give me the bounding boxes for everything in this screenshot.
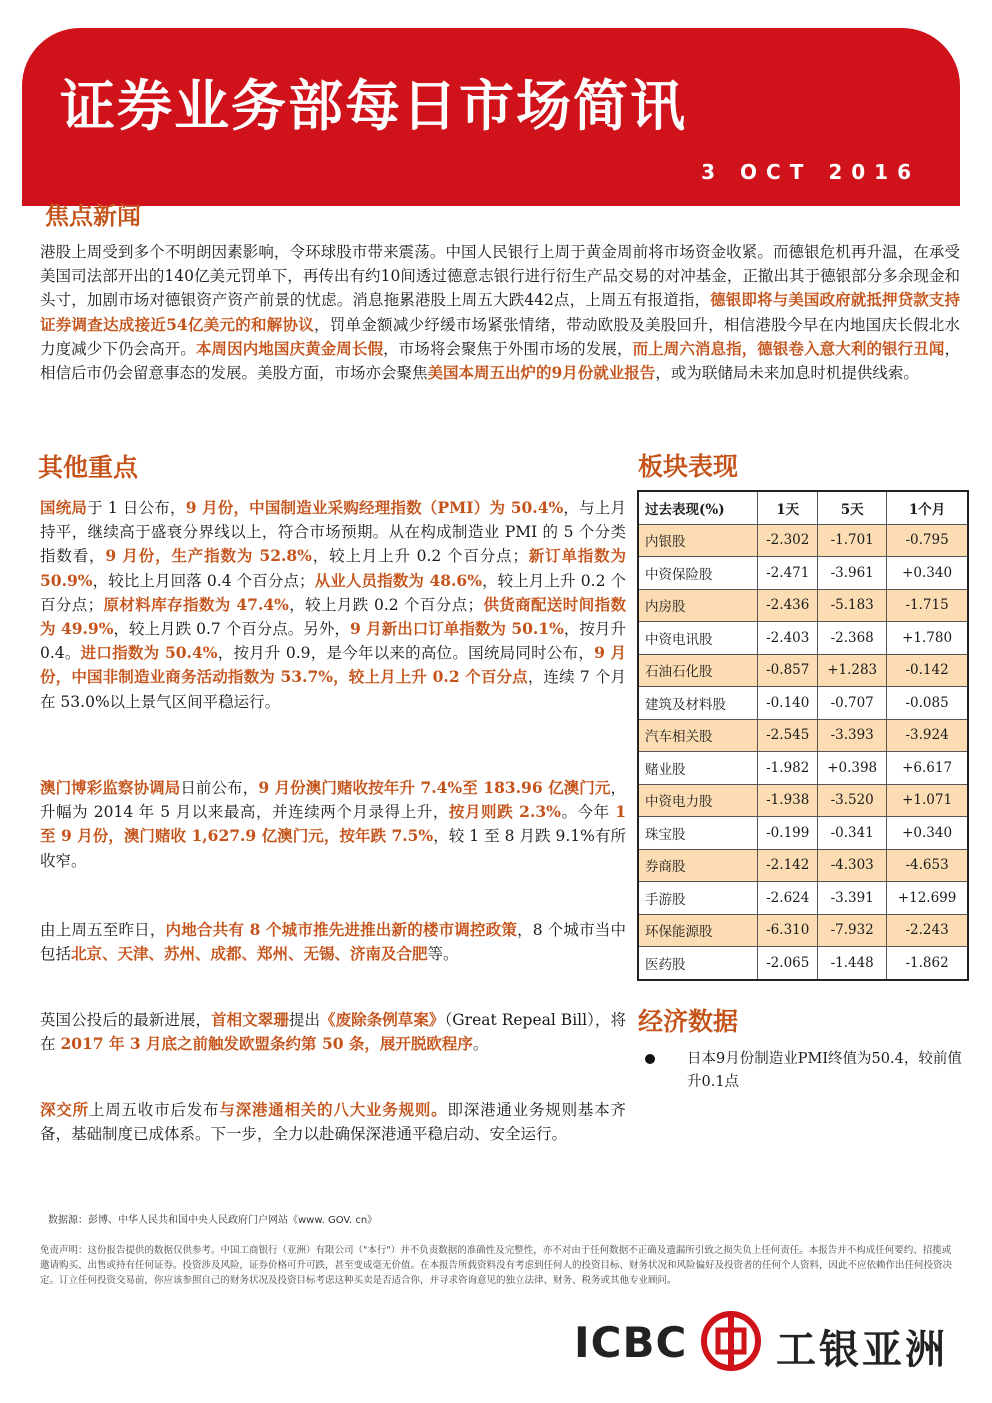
value-1m: -0.142 xyxy=(887,654,968,687)
value-5d: -3.961 xyxy=(818,557,887,590)
body-text: （Great Repeal Bill），将在 xyxy=(40,1011,626,1054)
value-5d: -2.368 xyxy=(818,622,887,655)
body-text: ，较上月跌 0.2 个百分点； xyxy=(288,595,483,614)
body-text: ，升幅为 2014 年 5 月以来最高，并连续两个月录得上升， xyxy=(40,779,626,822)
highlight-text: 美国本周五出炉的9月份就业报告 xyxy=(427,363,656,383)
table-row xyxy=(638,654,968,687)
highlight-text: 按月则跌 2.3% xyxy=(448,802,561,822)
table-row xyxy=(638,947,968,980)
highlight-text: 9 月份，中国非制造业商务活动指数为 53.7%，较上月上升 0.2 个百分点 xyxy=(40,643,626,687)
body-text: 日前公布， xyxy=(180,779,259,797)
highlight-text: 德银即将与美国政府就抵押贷款支持证券调查达成接近54亿美元的和解协议 xyxy=(40,290,960,334)
value-1m: -0.085 xyxy=(887,687,968,720)
body-text: ，与上月持平，继续高于盛衰分界线以上，符合市场预期。从在构成制造业 PMI 的 5 个分类指数看， xyxy=(40,499,626,566)
sector-name: 券商股 xyxy=(638,849,758,882)
value-1d: -2.403 xyxy=(758,622,818,655)
value-5d: -1.448 xyxy=(818,947,887,980)
sector-name: 内银股 xyxy=(638,524,758,557)
table-row xyxy=(638,914,968,947)
body-text: 上周五收市后发布 xyxy=(88,1101,220,1119)
table-row xyxy=(638,752,968,785)
focus-news-paragraph xyxy=(40,240,960,385)
table-row xyxy=(638,817,968,850)
value-1m: -4.653 xyxy=(887,849,968,882)
body-text: ，或为联储局未来加息时机提供线索。 xyxy=(655,364,919,383)
value-5d: +0.398 xyxy=(818,752,887,785)
value-1d: -1.982 xyxy=(758,752,818,785)
sector-name: 赌业股 xyxy=(638,752,758,785)
highlight-text: 与深港通相关的八大业务规则。 xyxy=(219,1100,448,1119)
sector-performance-title: 板块表现 xyxy=(638,452,739,481)
pmi-paragraph xyxy=(40,496,626,714)
highlight-text: 新订单指数为 50.9% xyxy=(40,546,626,590)
value-5d: -4.303 xyxy=(818,849,887,882)
value-1d: -2.436 xyxy=(758,589,818,622)
value-5d: -1.701 xyxy=(818,524,887,557)
report-title: 证券业务部每日市场简讯 xyxy=(60,74,688,138)
header-period: 过去表现(%) xyxy=(638,491,758,524)
value-1m: +1.780 xyxy=(887,622,968,655)
economic-data-title: 经济数据 xyxy=(638,1007,739,1036)
value-5d: -3.520 xyxy=(818,784,887,817)
highlight-text: 供货商配送时间指数为 49.9% xyxy=(40,594,626,639)
value-1d: -2.545 xyxy=(758,719,818,752)
value-1d: -6.310 xyxy=(758,914,818,947)
highlight-text: 深交所 xyxy=(40,1100,89,1119)
header-5d: 5天 xyxy=(818,491,887,524)
value-1m: -0.795 xyxy=(887,524,968,557)
header-1m: 1个月 xyxy=(887,491,968,524)
body-text: 。今年 xyxy=(560,803,616,822)
body-text: 提出 xyxy=(288,1011,321,1029)
highlight-text: 9 月新出口订单指数为 50.1% xyxy=(349,619,564,639)
value-1m: +6.617 xyxy=(887,752,968,785)
body-text: ，较上月上升 0.2 个百分点； xyxy=(311,547,528,566)
value-1m: -1.715 xyxy=(887,589,968,622)
body-text: 港股上周受到多个不明朗因素影响，令环球股市带来震荡。中国人民银行上周于黄金周前将市场资金收紧。而德银危机再升温，在承受美国司法部开出的140亿美元罚单下，再传出有约10间透过德意志银行进行衍生产品交易的对冲基金，正撤出其于德银部分多余现金和头寸，加剧市场对德银资产资产前景的忧虑。消息拖累港股上周五大跌442点，上周五有报道指， xyxy=(40,243,960,310)
data-source: 数据源：彭博、中华人民共和国中央人民政府门户网站《www. GOV. cn》 xyxy=(48,1215,378,1226)
highlight-text: 而上周六消息指，德银卷入意大利的银行丑闻 xyxy=(632,338,945,358)
sector-name: 中资电讯股 xyxy=(638,622,758,655)
body-text: ，较比上月回落 0.4 个百分点； xyxy=(92,571,315,590)
body-text: ，8 个城市当中包括 xyxy=(40,921,626,964)
table-row xyxy=(638,719,968,752)
value-1d: -0.140 xyxy=(758,687,818,720)
body-text: ，较 1 至 8 月跌 9.1%有所收窄。 xyxy=(40,827,626,870)
highlight-text: 国统局 xyxy=(40,498,88,517)
value-1m: -1.862 xyxy=(887,947,968,980)
value-1d: -2.302 xyxy=(758,524,818,557)
disclaimer: 免责声明：这份报告提供的数据仅供参考。中国工商银行（亚洲）有限公司（"本行"）并不负责数据的准确性及完整性，亦不对由于任何数据不正确及遗漏所引致之损失负上任何责任。本报告并不构成任何要约、招揽或邀请购买、出售或持有任何证券。投资涉及风险，证券价格可升可跌，甚至变成毫无价值。在本报告所载资料没有考虑到任何人的投资目标、财务状况和风险偏好及投资者的任何个人资料，因此不应依赖作出任何投资决定。订立任何投资交易前，你应该参照自己的财务状况及投资目标考虑这种买卖是否适合你，并寻求咨询意见的独立法律、财务、税务或其他专业顾问。 xyxy=(40,1245,953,1286)
value-5d: -0.341 xyxy=(818,817,887,850)
value-1d: -2.624 xyxy=(758,882,818,915)
highlight-text: 9 月份澳门赌收按年升 7.4%至 183.96 亿澳门元 xyxy=(258,778,611,797)
economic-data-item xyxy=(645,1048,965,1094)
highlight-text: 2017 年 3 月底之前触发欧盟条约第 50 条，展开脱欧程序 xyxy=(60,1034,473,1054)
sector-name: 内房股 xyxy=(638,589,758,622)
sector-name: 中资保险股 xyxy=(638,557,758,590)
body-text: ，连续 7 个月在 53.0%以上景气区间平稳运行。 xyxy=(40,668,626,711)
highlight-text: 从业人员指数为 48.6% xyxy=(314,570,482,590)
body-text: 。 xyxy=(472,1035,489,1054)
body-text: ，较上月上升 0.2 个百分点； xyxy=(40,571,626,614)
value-1d: -2.065 xyxy=(758,947,818,980)
table-row xyxy=(638,557,968,590)
value-1m: +12.699 xyxy=(887,882,968,915)
sector-name: 环保能源股 xyxy=(638,914,758,947)
sector-name: 珠宝股 xyxy=(638,817,758,850)
bullet-icon xyxy=(645,1054,655,1064)
table-row xyxy=(638,589,968,622)
table-row xyxy=(638,849,968,882)
highlight-text: 北京、天津、苏州、成都、郑州、无锡、济南及合肥 xyxy=(71,944,428,964)
value-5d: -0.707 xyxy=(818,687,887,720)
highlight-text: 1 至 9 月份，澳门赌收 1,627.9 亿澳门元，按年跌 7.5% xyxy=(40,802,626,846)
value-1m: -3.924 xyxy=(887,719,968,752)
body-text: 由上周五至昨日， xyxy=(40,921,166,939)
other-highlights-title: 其他重点 xyxy=(38,453,139,482)
highlight-text: 内地合共有 8 个城市推先进推出新的楼市调控政策 xyxy=(165,920,518,939)
sector-performance-table xyxy=(637,490,969,981)
table-row xyxy=(638,882,968,915)
value-1d: -2.142 xyxy=(758,849,818,882)
sector-name: 建筑及材料股 xyxy=(638,687,758,720)
sector-name: 汽车相关股 xyxy=(638,719,758,752)
icbc-logo-icon xyxy=(700,1310,762,1372)
highlight-text: 首相文翠珊 xyxy=(211,1010,289,1029)
highlight-text: 《废除条例草案》 xyxy=(320,1010,445,1029)
sector-name: 手游股 xyxy=(638,882,758,915)
value-1m: -2.243 xyxy=(887,914,968,947)
body-text: ，按月升 0.4。 xyxy=(40,620,626,663)
highlight-text: 9 月份，中国制造业采购经理指数（PMI）为 50.4% xyxy=(185,498,564,517)
body-text: 即深港通业务规则基本齐备，基础制度已成体系。下一步，全力以赴确保深港通平稳启动、安全运行。 xyxy=(40,1101,626,1144)
body-text: 等。 xyxy=(427,945,459,964)
body-text: ，相信后市仍会留意事态的发展。美股方面，市场亦会聚焦 xyxy=(40,339,960,383)
body-text: ，罚单金额减少纾缓市场紧张情绪，带动欧股及美股回升，相信港股今早在内地国庆长假北水力度减少下仍会高开。 xyxy=(40,315,960,358)
body-text: 于 1 日公布， xyxy=(87,499,186,517)
icbc-asia-logo-text: 工银亚洲 xyxy=(776,1327,948,1373)
value-5d: -3.393 xyxy=(818,719,887,752)
table-row xyxy=(638,687,968,720)
report-date: 3 OCT 2016 xyxy=(701,160,920,184)
highlight-text: 澳门博彩监察协调局 xyxy=(40,778,181,797)
header-1d: 1天 xyxy=(758,491,818,524)
value-1m: +0.340 xyxy=(887,557,968,590)
economic-data-text: 日本9月份制造业PMI终值为50.4，较前值升0.1点 xyxy=(687,1051,962,1090)
sector-name: 医药股 xyxy=(638,947,758,980)
value-5d: +1.283 xyxy=(818,654,887,687)
body-text: ，较上月跌 0.7 个百分点。另外， xyxy=(113,620,350,639)
value-1m: +0.340 xyxy=(887,817,968,850)
focus-news-title: 焦点新闻 xyxy=(45,202,141,230)
highlight-text: 本周因内地国庆黄金周长假 xyxy=(195,338,384,358)
table-row xyxy=(638,524,968,557)
highlight-text: 9 月份，生产指数为 52.8% xyxy=(105,546,312,566)
property-policy-paragraph xyxy=(40,918,626,966)
highlight-text: 原材料库存指数为 47.4% xyxy=(103,594,289,614)
value-1d: -1.938 xyxy=(758,784,818,817)
table-row xyxy=(638,784,968,817)
table-header-row xyxy=(638,491,968,524)
icbc-logo-text: ICBC xyxy=(574,1318,688,1367)
value-1m: +1.071 xyxy=(887,784,968,817)
value-5d: -3.391 xyxy=(818,882,887,915)
value-1d: -2.471 xyxy=(758,557,818,590)
brexit-paragraph xyxy=(40,1008,626,1056)
table-row xyxy=(638,622,968,655)
value-5d: -5.183 xyxy=(818,589,887,622)
value-1d: -0.857 xyxy=(758,654,818,687)
sector-name: 石油石化股 xyxy=(638,654,758,687)
body-text: ，市场将会聚焦于外围市场的发展， xyxy=(383,339,633,358)
macau-gaming-paragraph xyxy=(40,776,626,873)
value-1d: -0.199 xyxy=(758,817,818,850)
value-5d: -7.932 xyxy=(818,914,887,947)
highlight-text: 进口指数为 50.4% xyxy=(80,643,218,663)
sector-name: 中资电力股 xyxy=(638,784,758,817)
body-text: 英国公投后的最新进展， xyxy=(40,1011,212,1029)
body-text: ，按月升 0.9，是今年以来的高位。国统局同时公布， xyxy=(217,644,595,663)
szse-paragraph xyxy=(40,1098,626,1146)
